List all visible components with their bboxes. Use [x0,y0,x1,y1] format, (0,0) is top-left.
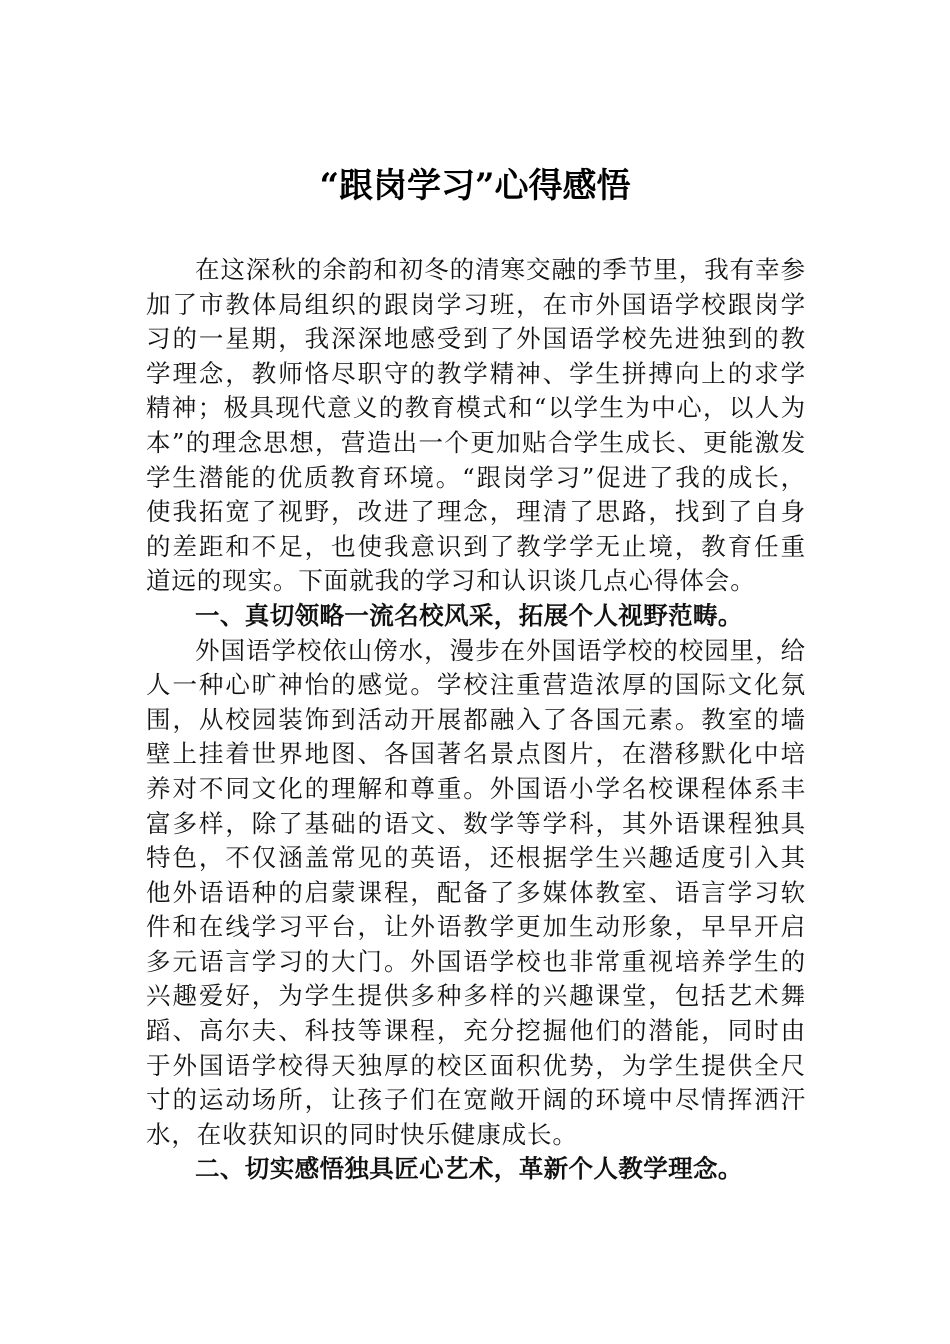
section-heading-2: 二、切实感悟独具匠心艺术，革新个人教学理念。 [195,1154,743,1184]
intro-paragraph: 在这深秋的余韵和初冬的清寒交融的季节里，我有幸参加了市教体局组织的跟岗学习班，在市外国语学校跟岗学习的一星期，我深深地感受到了外国语学校先进独到的教学理念，教师恪尽职守的教学精神、学生拼搏向上的求学精神；极具现代意义的教育模式和“以学生为中心，以人为本”的理念思想，营造出一个更加贴合学生成长、更能激发学生潜能的优质教育环境。“跟岗学习”促进了我的成长，使我拓宽了视野，改进了理念，理清了思路，找到了自身的差距和不足，也使我意识到了教学学无止境，教育任重道远的现实。下面就我的学习和认识谈几点心得体会。 [146,255,806,596]
section-heading-1: 一、真切领略一流名校风采，拓展个人视野范畴。 [195,600,743,630]
section-1-paragraph: 外国语学校依山傍水，漫步在外国语学校的校园里，给人一种心旷神怡的感觉。学校注重营造浓厚的国际文化氛围，从校园装饰到活动开展都融入了各国元素。教室的墙壁上挂着世界地图、各国著名景点图片，在潜移默化中培养对不同文化的理解和尊重。外国语小学名校课程体系丰富多样，除了基础的语文、数学等学科，其外语课程独具特色，不仅涵盖常见的英语，还根据学生兴趣适度引入其他外语语种的启蒙课程，配备了多媒体教室、语言学习软件和在线学习平台，让外语教学更加生动形象，早早开启多元语言学习的大门。外国语学校也非常重视培养学生的兴趣爱好，为学生提供多种多样的兴趣课堂，包括艺术舞蹈、高尔夫、科技等课程，充分挖掘他们的潜能，同时由于外国语学校得天独厚的校区面积优势，为学生提供全尺寸的运动场所，让孩子们在宽敞开阔的环境中尽情挥洒汗水，在收获知识的同时快乐健康成长。 [146,635,806,1149]
document-body [146,253,806,1187]
document-title: “跟岗学习”心得感悟 [319,166,631,206]
